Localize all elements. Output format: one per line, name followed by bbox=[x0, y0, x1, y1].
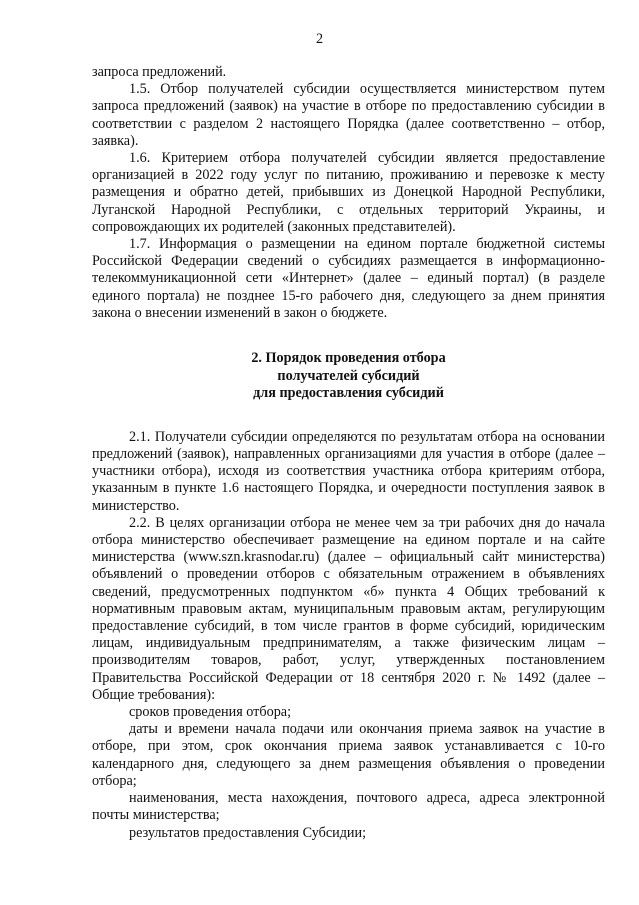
paragraph-2-1: 2.1. Получатели субсидии определяются по результатам отбора на основании предложений (заявок), направленных организациями для участия в отборе (далее – участники отбора), исходя из соответствия участника отбора критериям отбора, указанным в пункте 1.6 настоящего Порядка, и очередности поступления заявок в министерство. bbox=[92, 428, 605, 514]
paragraph-1-6: 1.6. Критерием отбора получателей субсидии является предоставление организацией в 2022 году услуг по питанию, проживанию и перевозке к месту размещения и обратно детей, прибывших из Донецкой Народной Республики, Луганской Народной Республики, с отдельных территорий Украины, и сопровождающих их родителей (законных представителей). bbox=[92, 150, 605, 235]
section-heading-line: получателей субсидий bbox=[277, 367, 420, 384]
paragraph-1-7: 1.7. Информация о размещении на едином портале бюджетной системы Российской Федерации сведений о субсидиях размещается в информационно-телекоммуникационной сети «Интернет» (далее – единый портал) (в разделе единого портала) не позднее 15-го рабочего дня, следующего за днем принятия закона о внесении изменений в закон о бюджете. bbox=[92, 236, 605, 321]
list-item: сроков проведения отбора; bbox=[129, 704, 292, 721]
paragraph-continuation: запроса предложений. bbox=[92, 64, 227, 80]
list-item: наименования, места нахождения, почтового адреса, адреса электронной почты министерства; bbox=[92, 790, 605, 824]
list-item: результатов предоставления Субсидии; bbox=[129, 824, 367, 841]
page-number: 2 bbox=[315, 31, 324, 47]
section-heading-line: для предоставления субсидий bbox=[253, 385, 444, 402]
section-heading-line: 2. Порядок проведения отбора bbox=[251, 350, 446, 367]
document-body bbox=[92, 64, 605, 842]
paragraph-1-5: 1.5. Отбор получателей субсидии осуществляется министерством путем запроса предложений (заявок) на участие в отборе по предоставлению субсидии в соответствии с разделом 2 настоящего Порядка (далее соответственно – отбор, заявка). bbox=[92, 81, 605, 149]
section-heading bbox=[92, 350, 605, 403]
list-item: даты и времени начала подачи или окончания приема заявок на участие в отборе, при этом, срок окончания приема заявок устанавливается с 10-го календарного дня, следующего за днем размещения объявления о проведении отбора; bbox=[92, 721, 605, 789]
paragraph-2-2: 2.2. В целях организации отбора не менее чем за три рабочих дня до начала отбора министерство обеспечивает размещение на едином портале и на сайте министерства (www.szn.krasnodar.ru) (далее – официальный сайт министерства) объявлений о проведении отборов с обязательным отражением в объявлениях сведений, предусмотренных подпунктом «б» пункта 4 Общих требований к нормативным правовым актам, муниципальным правовым актам, регулирующим предоставление субсидий, в том числе грантов в форме субсидий, юридическим лицам, индивидуальным предпринимателям, а также физическим лицам – производителям товаров, работ, услуг, утвержденных постановлением Правительства Российской Федерации от 18 сентября 2020 г. № 1492 (далее – Общие требования): bbox=[92, 514, 605, 703]
